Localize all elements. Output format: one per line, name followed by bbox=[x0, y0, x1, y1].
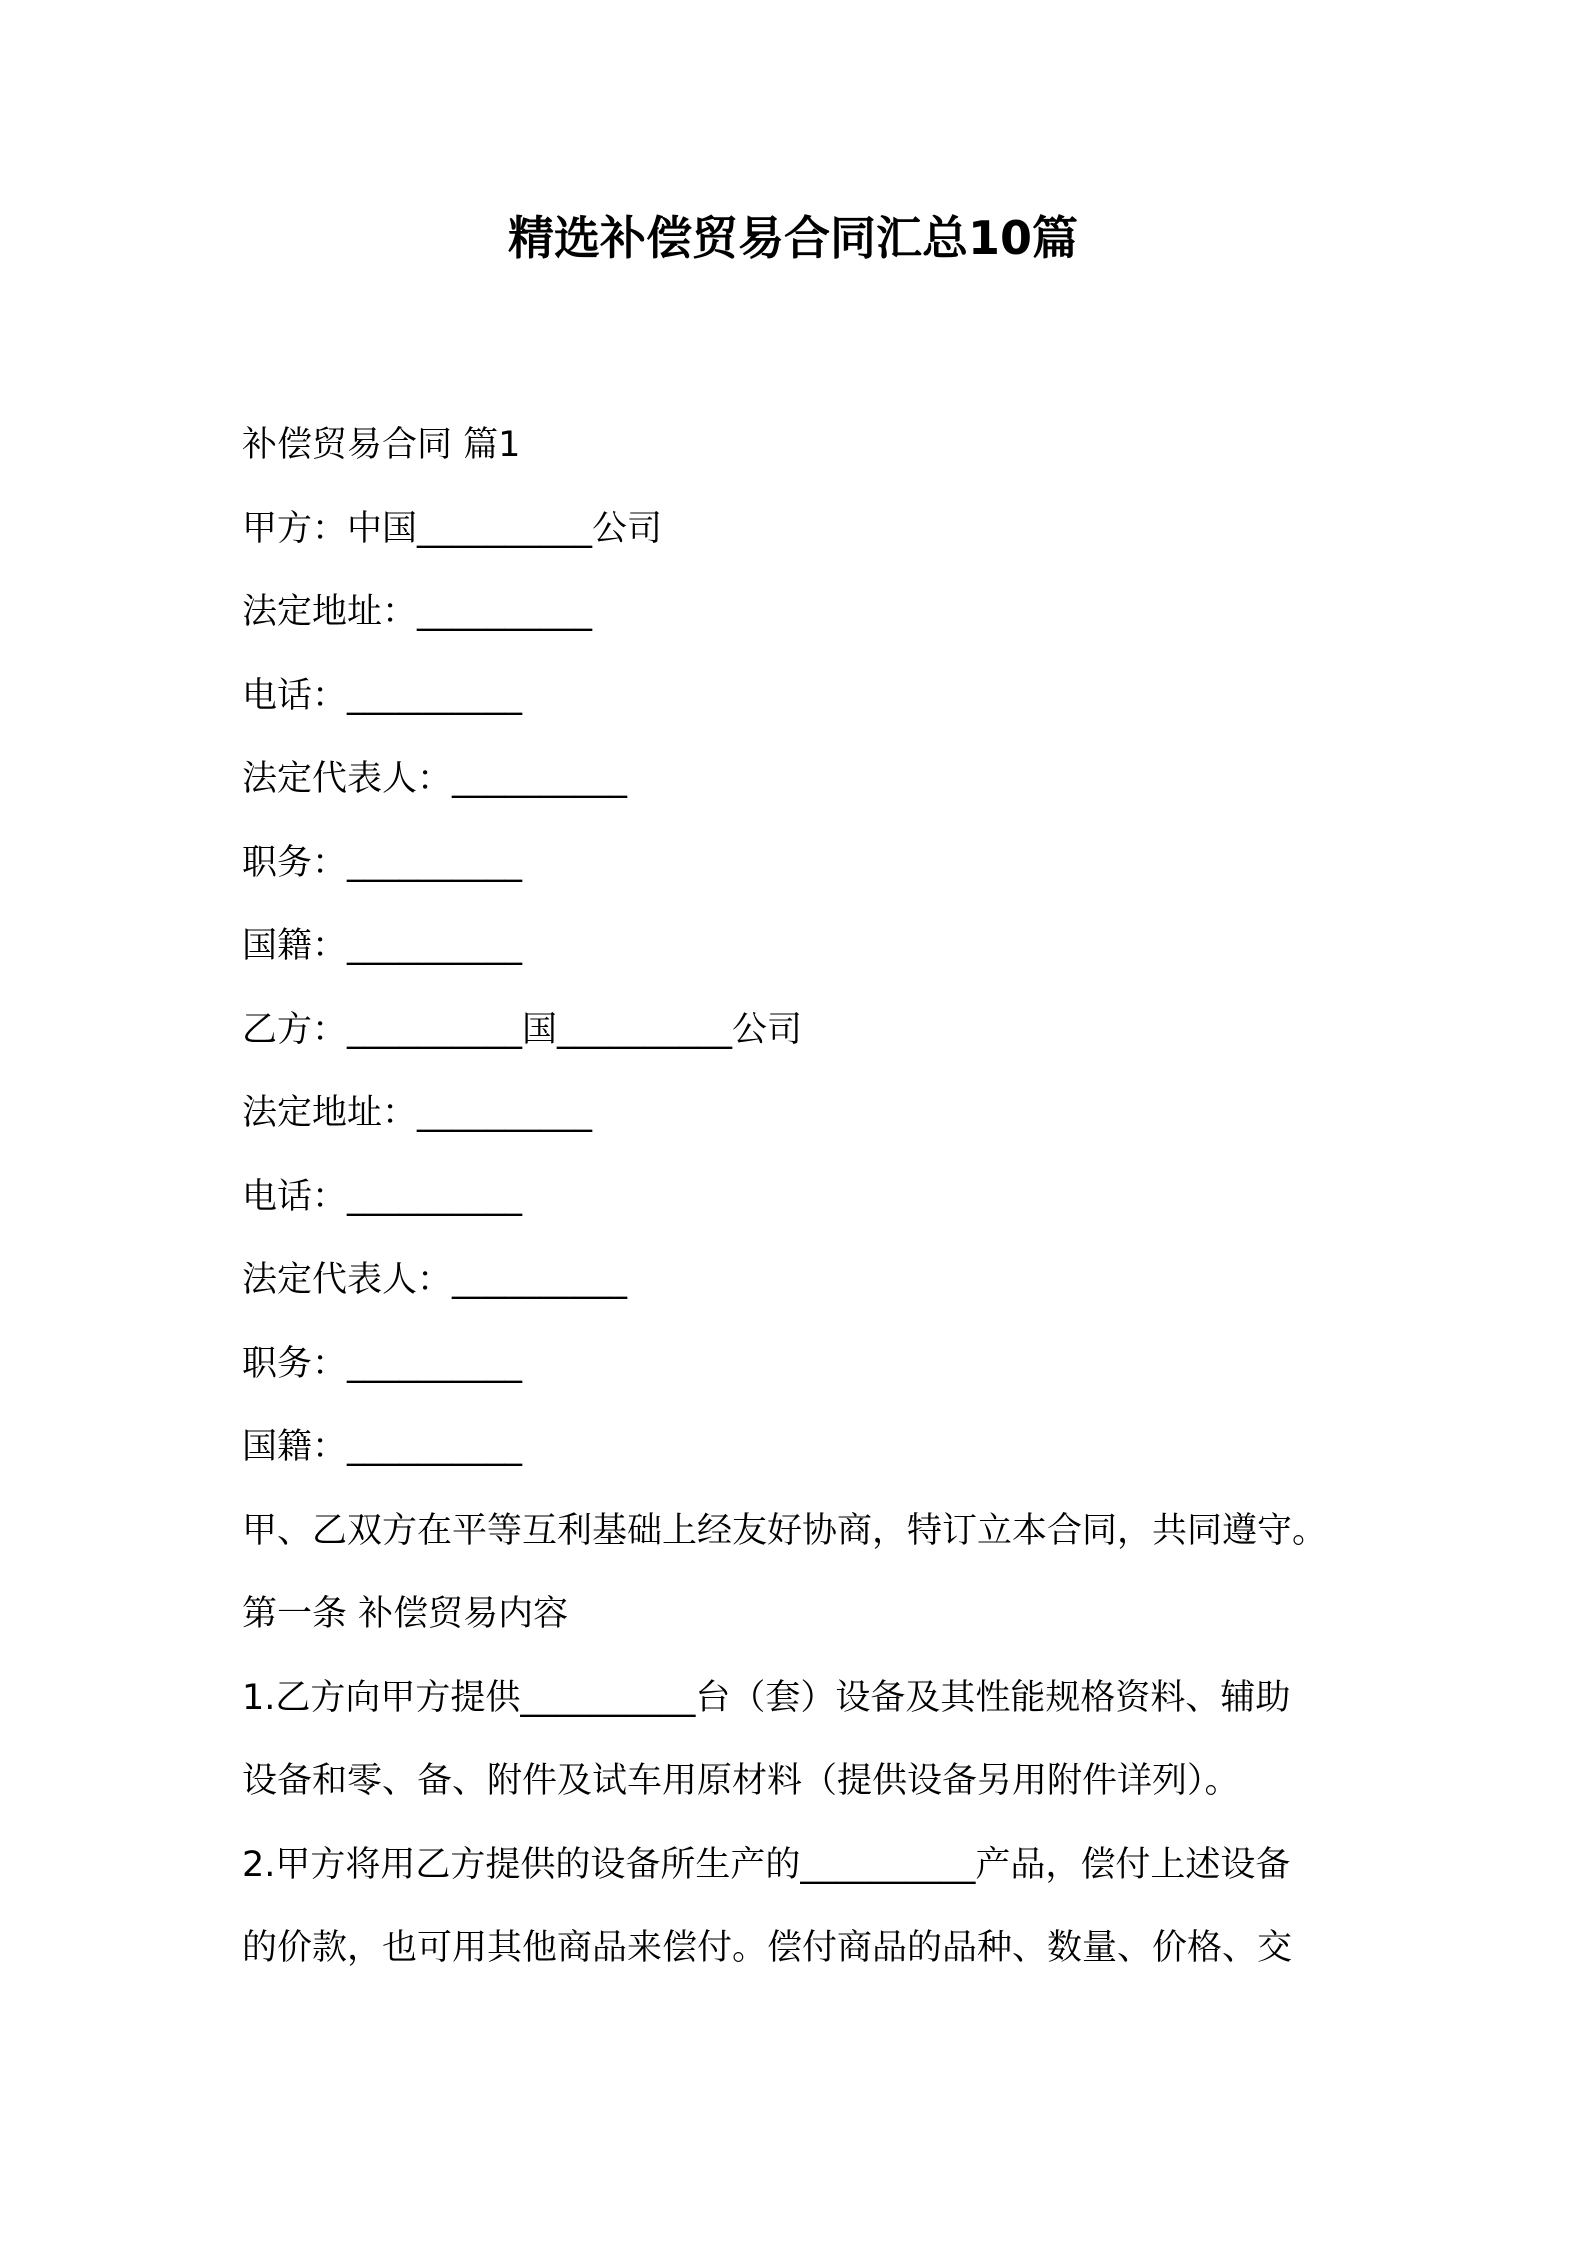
party-b-line: 乙方：__________国__________公司 bbox=[242, 1009, 803, 1050]
clause-line: 的价款，也可用其他商品来偿付。偿付商品的品种、数量、价格、交 bbox=[242, 1928, 1293, 1968]
party-a-phone-line: 电话：__________ bbox=[242, 675, 523, 716]
clause-line: 2.甲方将用乙方提供的设备所生产的__________产品，偿付上述设备 bbox=[242, 1844, 1291, 1885]
party-b-position-line: 职务：__________ bbox=[242, 1343, 523, 1384]
party-b-representative-line: 法定代表人：__________ bbox=[242, 1260, 628, 1300]
party-a-nationality-line: 国籍：__________ bbox=[242, 926, 523, 966]
party-a-representative-line: 法定代表人：__________ bbox=[242, 759, 628, 799]
party-b-address-line: 法定地址：__________ bbox=[242, 1093, 593, 1133]
document-body bbox=[242, 404, 1357, 1991]
clause-line: 设备和零、备、附件及试车用原材料（提供设备另用附件详列）。 bbox=[242, 1761, 1240, 1801]
agreement-line: 甲、乙双方在平等互利基础上经友好协商，特订立本合同，共同遵守。 bbox=[242, 1510, 1328, 1551]
article-heading: 第一条 补偿贸易内容 bbox=[242, 1594, 569, 1634]
party-a-line: 甲方：中国__________公司 bbox=[242, 508, 663, 549]
party-b-nationality-line: 国籍：__________ bbox=[242, 1427, 523, 1467]
document-title: 精选补偿贸易合同汇总10篇 bbox=[507, 211, 1078, 265]
party-b-phone-line: 电话：__________ bbox=[242, 1176, 523, 1217]
party-a-address-line: 法定地址：__________ bbox=[242, 592, 593, 632]
party-a-position-line: 职务：__________ bbox=[242, 842, 523, 883]
section-heading: 补偿贸易合同 篇1 bbox=[242, 425, 521, 465]
clause-line: 1.乙方向甲方提供__________台（套）设备及其性能规格资料、辅助 bbox=[242, 1677, 1291, 1718]
